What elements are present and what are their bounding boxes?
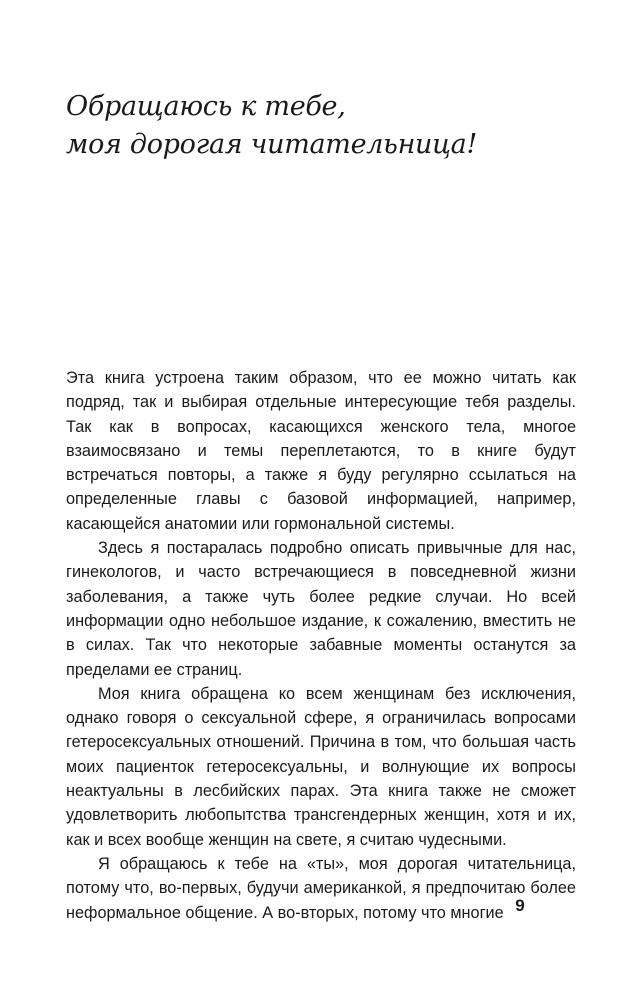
- page-number: 9: [515, 896, 525, 915]
- chapter-heading: [66, 88, 586, 164]
- heading-line-2: моя дорогая читательница!: [66, 129, 478, 160]
- paragraph-3: Моя книга обращена ко всем женщинам без исключения, однако говоря о сексуальной сфере, я ограничилась вопросами гетеросексуальных отношений. Причина в том, что большая часть моих пациенток гетеросексуальны, и волнующие их вопросы неактуальны в лесбийских парах. Эта книга также не сможет удовлетворить любопытства трансгендерных женщин, хотя и их, как и всех вообще женщин на свете, я считаю чудесными.: [66, 684, 576, 849]
- paragraph-2: Здесь я постаралась подробно описать привычные для нас, гинекологов, и часто встречающиеся в повседневной жизни заболевания, а также чуть более редкие случаи. Но всей информации одно небольшое издание, к сожалению, вместить не в силах. Так что некоторые забавные моменты останутся за пределами ее страниц.: [66, 539, 576, 679]
- body-text: [66, 366, 576, 925]
- heading-line-1: Обращаюсь к тебе,: [66, 91, 346, 122]
- paragraph-1: Эта книга устроена таким образом, что ее можно читать как подряд, так и выбирая отдельные интересующие тебя разделы. Так как в вопросах, касающихся женского тела, многое взаимосвязано и темы переплетаются, то в книге будут встречаться повторы, а также я буду регулярно ссылаться на определенные главы с базовой информацией, например, касающейся анатомии или гормональной системы.: [66, 369, 576, 533]
- paragraph-4: Я обращаюсь к тебе на «ты», моя дорогая читательница, потому что, во-первых, будучи американкой, я предпочитаю более неформальное общение. А во-вторых, потому что многие: [66, 854, 576, 922]
